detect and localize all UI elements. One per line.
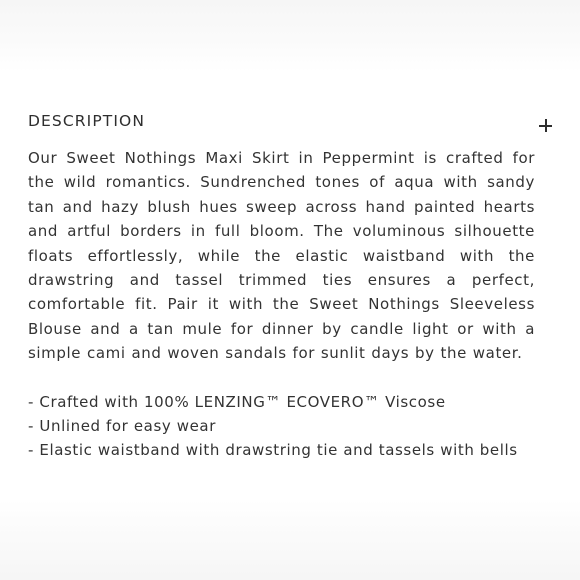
plus-icon[interactable] — [539, 119, 552, 132]
feature-item: - Crafted with 100% LENZING™ ECOVERO™ Viscose — [28, 392, 446, 411]
feature-list — [28, 390, 535, 463]
top-fade — [0, 0, 580, 72]
description-text: Our Sweet Nothings Maxi Skirt in Peppermint is crafted for the wild romantics. Sundrenched tones of aqua with sandy tan and hazy blush hues sweep across hand painted hearts and artful borders in full bloom. The voluminous silhouette floats effortlessly, while the elastic waistband with the drawstring and tassel trimmed ties ensures a perfect, comfortable fit. Pair it with the Sweet Nothings Sleeveless Blouse and a tan mule for dinner by candle light or with a simple cami and woven sandals for sunlit days by the water. — [28, 149, 535, 363]
description-accordion — [28, 108, 552, 460]
description-accordion-header[interactable] — [28, 108, 552, 138]
description-content — [28, 146, 535, 463]
section-title: DESCRIPTION — [28, 112, 146, 130]
feature-item: - Elastic waistband with drawstring tie and tassels with bells — [28, 441, 518, 460]
feature-item: - Unlined for easy wear — [28, 417, 216, 436]
bottom-fade — [0, 500, 580, 580]
